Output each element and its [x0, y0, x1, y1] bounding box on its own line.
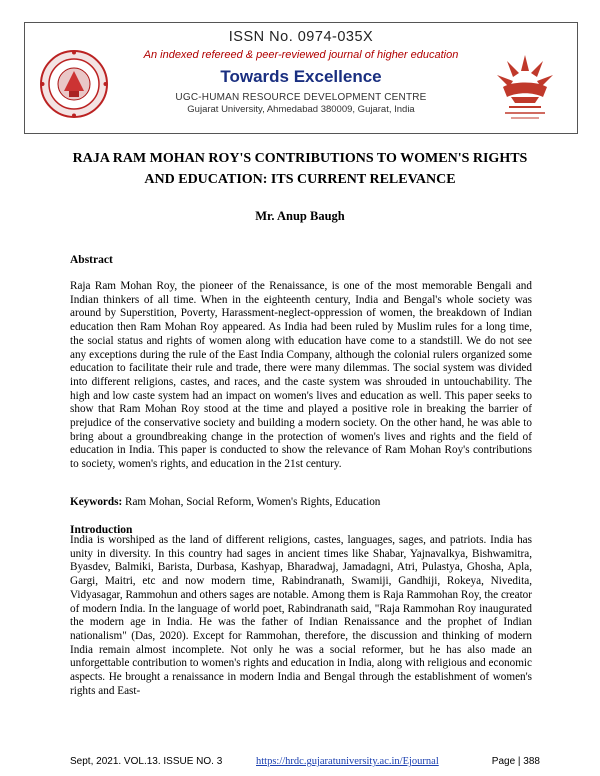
abstract-text: Raja Ram Mohan Roy, the pioneer of the Renaissance, is one of the most memorable Bengali and Indian thinkers of all time. When in the eighteenth century, India and Bengal's whole society was around by Superstition, Poverty, Harassment-neglect-oppression of women, the breakdown of Indian education then Ram Mohan Roy appeared. As India had been ruled by Muslim rules for a long time, the social status and rights of women along with education have come to a standstill. We do not see any exceptions during the rule of the East India Company, although the colonial rulers organized some education to facilitate their rule and trade, there were many dilemmas. The social system was divided into different religions, castes, and races, and the caste system was shrouded in untouchability. The high and low caste system had an impact on women's lives and education as well. This paper seeks to show that Ram Mohan Roy stood at the time and played a positive role in breaking the barrier of prejudice of the conservative society and building a modern society. On the other hand, he was able to bring about a groundbreaking change in the protection of women's lives and rights and the field of education in India. This paper is conducted to show the relevance of Ram Mohan Roy's contributions to society, women's rights, and education in the 21st century. [70, 280, 532, 471]
gujarat-university-emblem-icon [489, 47, 561, 123]
abstract-heading: Abstract [70, 254, 113, 266]
page-number: Page | 388 [491, 756, 540, 767]
centre-name: UGC-HUMAN RESOURCE DEVELOPMENT CENTRE [175, 92, 427, 103]
centre-address: Gujarat University, Ahmedabad 380009, Gujarat, India [187, 104, 415, 115]
title-line-1: RAJA RAM MOHAN ROY'S CONTRIBUTIONS TO WOMEN'S RIGHTS [72, 151, 528, 166]
journal-tagline: An indexed refereed & peer-reviewed journal of higher education [143, 49, 459, 61]
issue-info: Sept, 2021. VOL.13. ISSUE NO. 3 [70, 756, 223, 767]
issn-number: ISSN No. 0974-035X [228, 29, 374, 45]
keywords-list: Ram Mohan, Social Reform, Women's Rights, Education [125, 496, 381, 508]
journal-title: Towards Excellence [220, 67, 382, 86]
journal-header [24, 22, 578, 134]
introduction-text: India is worshiped as the land of different religions, castes, languages, sages, and patriots. India has unity in diversity. In this country had sages in ancient times like Shabar, Yajnavalkya, Bishwamitra, Byasdev, Balmiki, Barista, Durbasa, Kashyap, Bharadwaj, Jamadagni, Atri, Pulastya, Ghosha, Apla, Gargi, Maitri, etc and now modern time, Rabindranath, Swamiji, Gandhiji, Rokeya, Nivedita, Vidyasagar, Rammohun and others sages are notable. Among them is Raja Rammohan Roy, the creator of modern India. In the language of world poet, Rabindranath said, "Raja Rammohan Roy inaugurated the modern age in India. He was the father of Indian Renaissance and the prophet of Indian nationalism" (Das, 2020). Except for Rammohan, therefore, the discussion and thinking of modern India remain almost incomplete. Not only he was a social reformer, but he has also made an unforgettable contribution to women's rights and education in India, along with religious and economic aspects. He brought a renaissance in modern India and Bengal through the establishment of women's rights and East- [70, 534, 532, 697]
author-name: Mr. Anup Baugh [255, 209, 345, 223]
ugc-hrdc-emblem-icon [39, 49, 109, 119]
title-line-2: AND EDUCATION: ITS CURRENT RELEVANCE [144, 172, 456, 187]
article-title [60, 148, 540, 190]
journal-header-text [125, 23, 477, 115]
keywords-line [70, 496, 532, 510]
introduction-heading: Introduction [70, 524, 133, 536]
journal-link[interactable]: https://hrdc.gujaratuniversity.ac.in/Ejournal [256, 756, 439, 767]
keywords-label: Keywords: [70, 496, 123, 508]
